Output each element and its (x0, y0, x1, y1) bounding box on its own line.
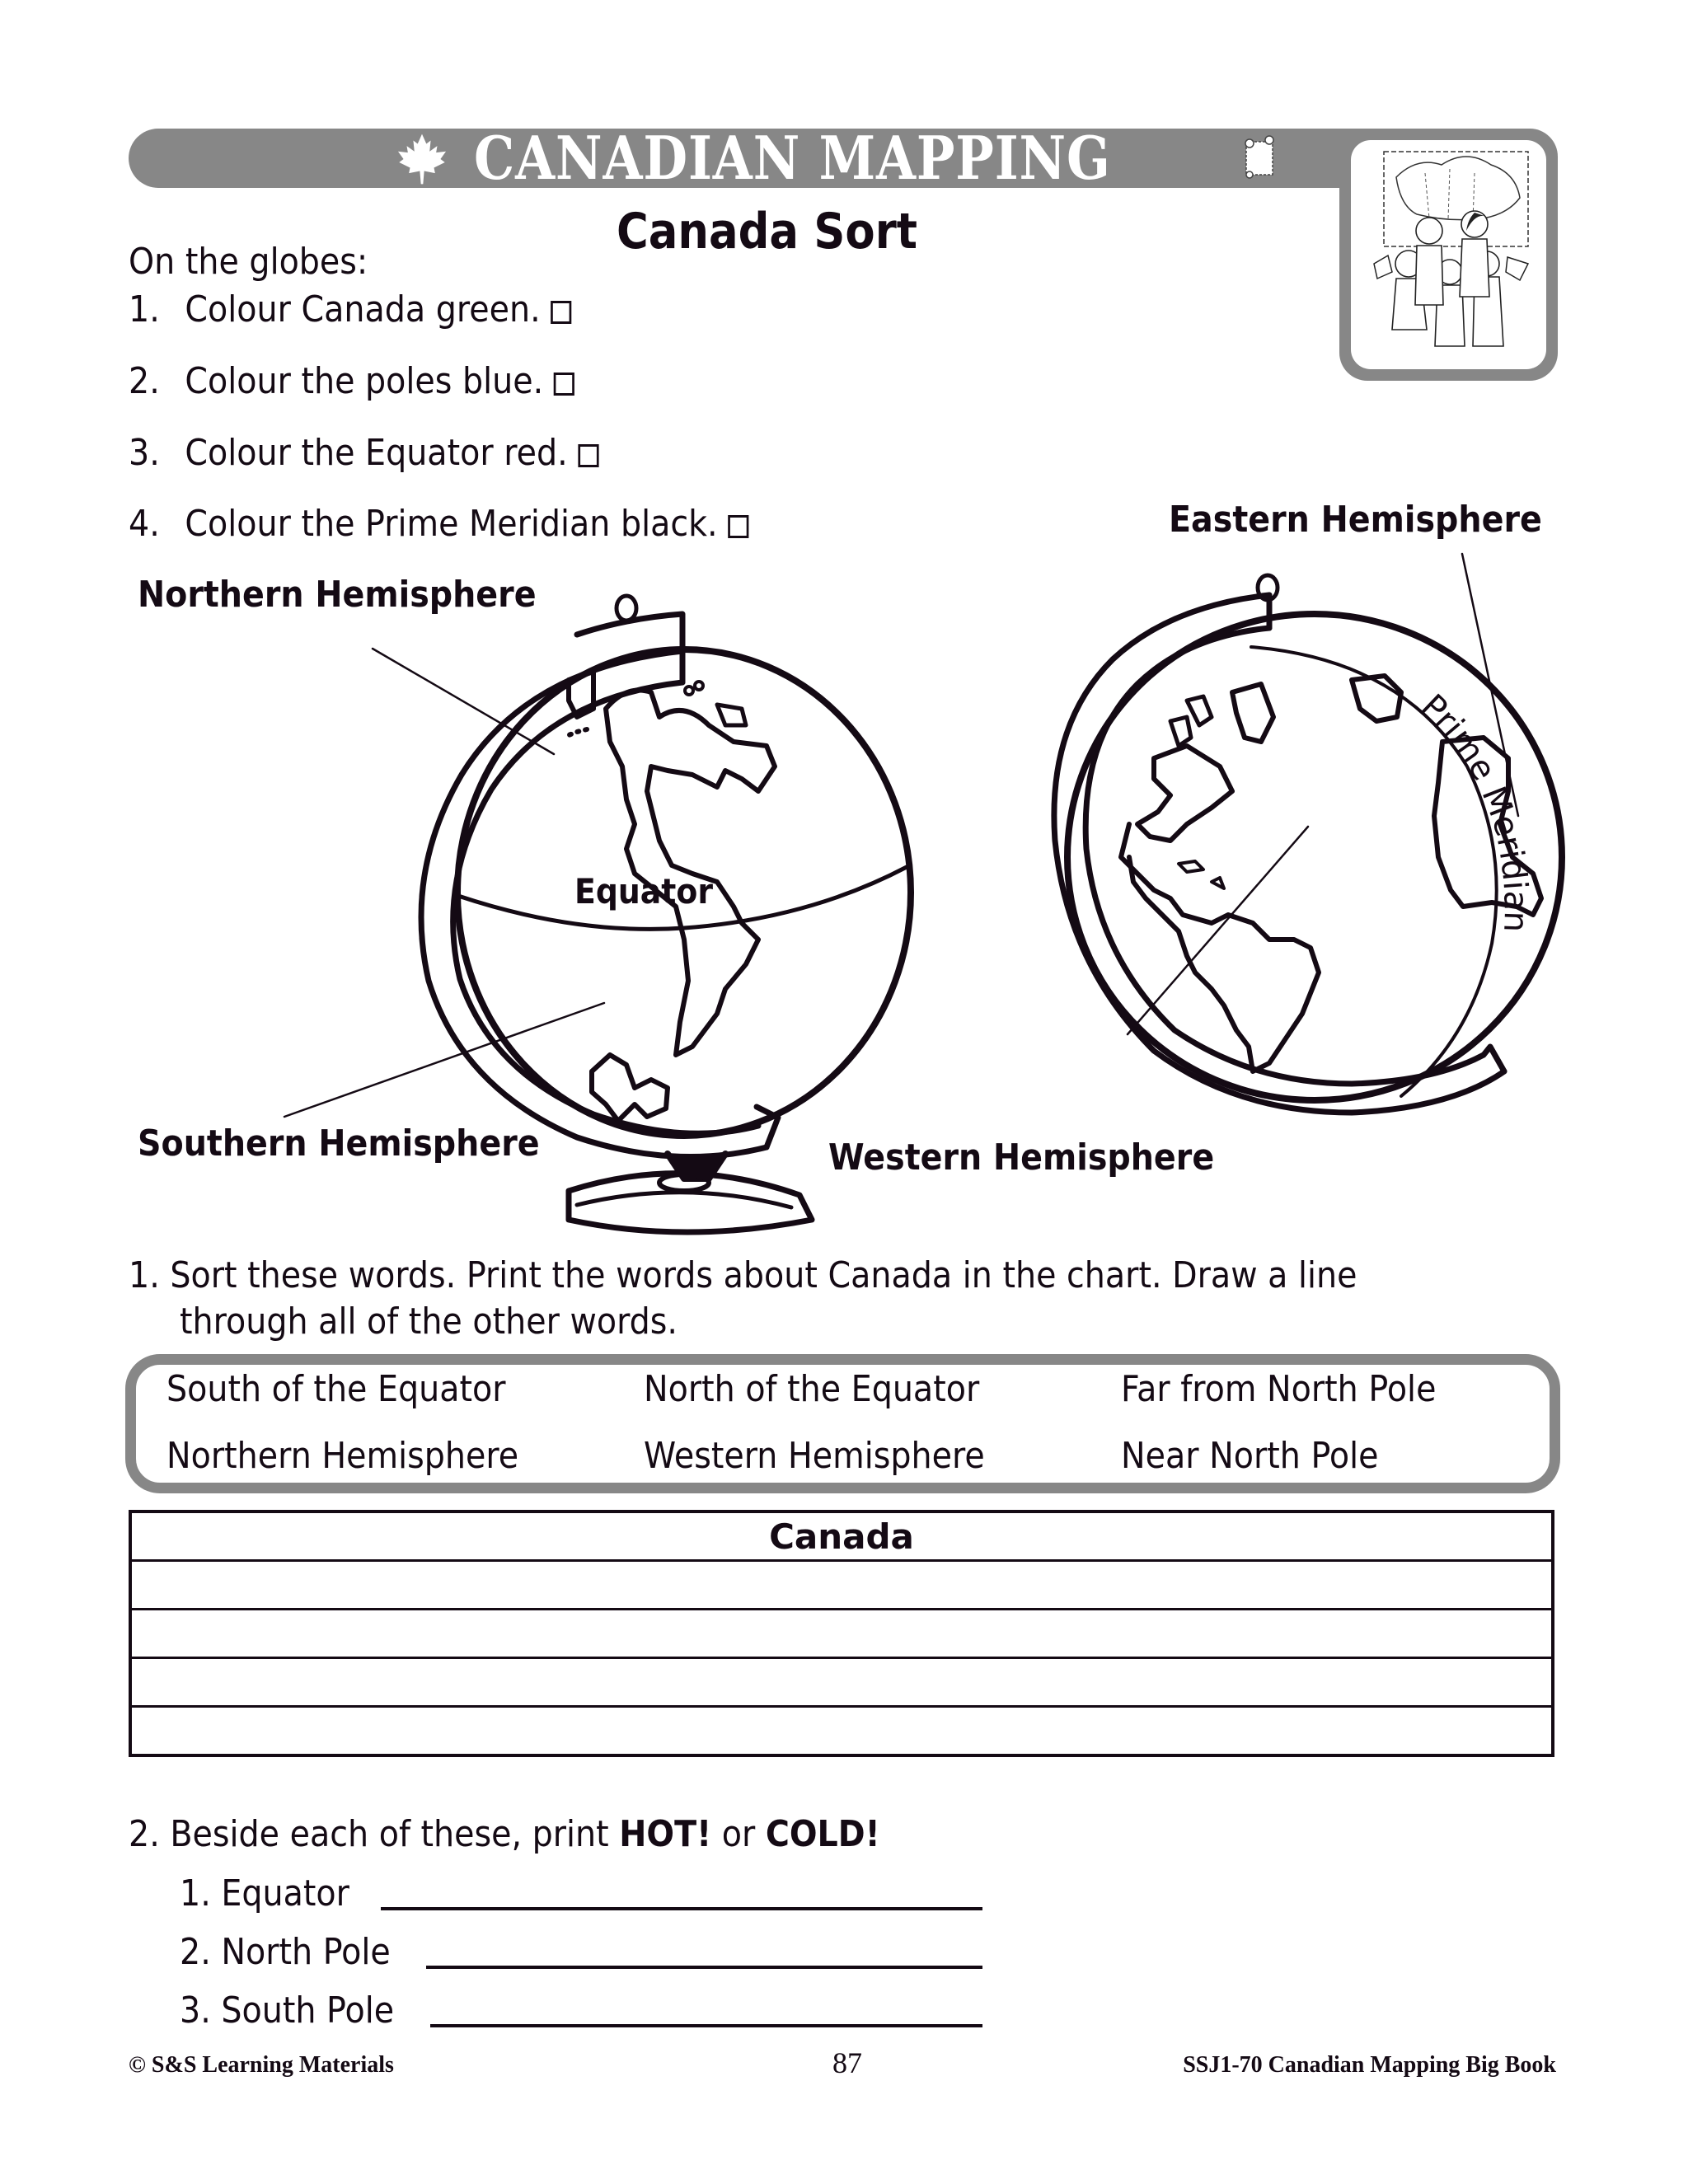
label-prime-meridian: Prime Meridian (1414, 687, 1535, 933)
hot-cold-item (180, 1931, 414, 1973)
hot-cold-label: 3. South Pole (180, 1990, 395, 2032)
canada-chart (129, 1510, 1554, 1757)
step-number: 3. (129, 432, 160, 474)
svg-text:Prime Meridian (1414, 687, 1535, 933)
canada-chart-row[interactable] (130, 1561, 1553, 1610)
cold-word: COLD! (765, 1813, 880, 1855)
word-bank-item[interactable]: Near North Pole (1121, 1435, 1379, 1477)
step-number: 1. (129, 288, 160, 330)
step-number: 2. (129, 360, 160, 402)
north-pole-answer-line[interactable] (426, 1966, 982, 1969)
step-text: Colour the Equator red. (185, 432, 568, 474)
question-2-prefix: 2. Beside each of these, print (129, 1813, 620, 1855)
equator-answer-line[interactable] (381, 1907, 982, 1910)
hot-cold-label: 2. North Pole (180, 1931, 391, 1973)
canada-chart-row[interactable] (130, 1658, 1553, 1707)
canada-chart-header: Canada (130, 1511, 1553, 1561)
step-number: 4. (129, 503, 160, 545)
question-1-line-1: 1. Sort these words. Print the words about Canada in the chart. Draw a line (129, 1254, 1357, 1296)
word-bank-item[interactable]: Western Hemisphere (644, 1435, 985, 1477)
footer-copyright: © S&S Learning Materials (129, 2052, 394, 2078)
step-text: Colour Canada green. (185, 288, 541, 330)
footer-book-title: SSJ1-70 Canadian Mapping Big Book (1183, 2052, 1556, 2078)
label-equator: Equator (574, 871, 713, 912)
hot-word: HOT! (619, 1813, 712, 1855)
label-northern-hemisphere: Northern Hemisphere (138, 574, 537, 616)
hot-cold-label: 1. Equator (180, 1872, 349, 1915)
page-number: 87 (832, 2046, 862, 2079)
step-text: Colour the poles blue. (185, 360, 544, 402)
step-text: Colour the Prime Meridian black. (185, 503, 718, 545)
word-bank-item[interactable]: South of the Equator (166, 1368, 506, 1410)
label-eastern-hemisphere: Eastern Hemisphere (1169, 499, 1542, 541)
word-bank-item[interactable]: Northern Hemisphere (166, 1435, 519, 1477)
or-word: or (711, 1813, 766, 1855)
word-bank-item[interactable]: North of the Equator (644, 1368, 980, 1410)
hot-cold-item (180, 1872, 368, 1915)
question-1-line-2: through all of the other words. (180, 1301, 678, 1343)
label-western-hemisphere: Western Hemisphere (828, 1137, 1215, 1179)
question-2-prompt (129, 1813, 880, 1855)
south-pole-answer-line[interactable] (430, 2024, 982, 2027)
page-title: Canada Sort (617, 203, 917, 260)
word-bank-item[interactable]: Far from North Pole (1121, 1368, 1437, 1410)
hot-cold-item (180, 1990, 418, 2032)
canada-chart-row[interactable] (130, 1707, 1553, 1756)
label-southern-hemisphere: Southern Hemisphere (138, 1122, 540, 1165)
banner-title: CANADIAN MAPPING (474, 123, 1111, 193)
canada-chart-row[interactable] (130, 1610, 1553, 1658)
instructions-intro: On the globes: (129, 241, 368, 283)
